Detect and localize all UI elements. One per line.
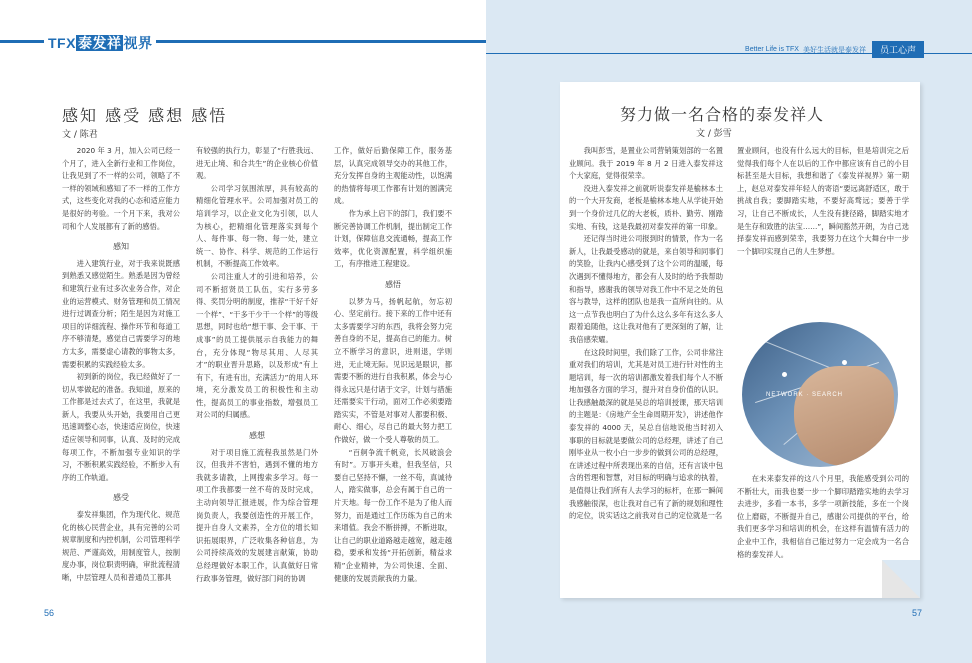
right-column-2 [737, 145, 909, 315]
page-number-left: 56 [44, 608, 55, 618]
article-photo [742, 322, 898, 467]
paragraph: 有较强的执行力，彰显了“行胜我远、进无止境、和合共生”的企业核心价值观。 [196, 146, 318, 181]
paragraph: 公司学习氛围浓厚，具有较高的精细化管理水平。公司加强对员工的培训学习，以企业文化为引领，以人为核心，把精细化管理落实到每个人、每件事、每一物、每一处，建立统一、协作、科学、规范的工作运行机制，不断提高工作效率。 [196, 183, 318, 269]
paragraph: 还记得当时进公司报到时的情景，作为一名新人，让我最受感动的就是，来自领导和同事们的笑脸，让我内心感受到了这个公司的温暖，每次遇到不懂得地方，都会有人及时的给予我帮助和指导，感谢我的领导对我工作中不足之处的包容与教导，这样的团队也是我一直所向往的。从这一点节我也明白了为什么这么多年有这么多人跟着追随他，这让我对他有了更深刻的了解，让我倍感荣耀。 [569, 234, 723, 344]
right-column-3 [737, 473, 909, 583]
paragraph: 2020 年 3 月，加入公司已经一个月了，进入全新行业和工作岗位，让我见到了不一样的公司，领略了不一样的领域和感知了不一样的工作方式，这些变化对我的心态和适应能力是很好的考验。一个月下来，我对公司和个人发展都有了新的感悟。 [62, 146, 180, 231]
right-article-title: 努力做一名合格的泰发祥人 [620, 105, 825, 124]
paragraph: 我叫彭雪，是置业公司营销策划部的一名置业顾问。我于 2019 年 8 月 2 日进入泰发祥这个大家庭，觉得很荣幸。 [569, 146, 723, 181]
paragraph: 公司注重人才的引进和培养，公司不断招贤员工队伍，实行多劳多得、奖罚分明的制度，推荐“干好千好一个样”、“干多干少干一个样”的等级思想，同时也给“想干事、会干事、干成事”的员工提供展示自我能力的舞台，充分体现“物尽其用、人尽其才”的职业晋升思路，以及形成“有上有下，有进有出，充满活力”的用人环境，充分激发员工的积极性和主动性，提高员工的事业指数，增强员工对公司的归属感。 [196, 271, 318, 420]
paragraph: “百舸争流千帆竞，长风破浪会有时”。万事开头难，但我坚信，只要自己坚持不懈，一丝不苟，真诚待人，踏实做事，总会有属于自己的一片天地。每一份工作不是为了他人而努力，而是通过工作历练为自己的未来增值。我会不断拼搏，不断进取，让自己的职业道路越走越宽，越走越稳，要承和发扬“开拓创新，精益求精”企业精神，为公司快速、全面、健康的发展贡献我的力量。 [334, 447, 452, 583]
section-heading: 感受 [113, 493, 129, 503]
network-node [842, 360, 847, 365]
logo-prefix: TFX [48, 35, 76, 51]
hand-illustration [794, 366, 894, 466]
slogan-english: Better Life is TFX [745, 46, 799, 53]
section-heading: 感想 [249, 431, 265, 441]
paragraph: 初到新的岗位，我已经做好了一切从零做起的准备。我知道，原来的工作都是过去式了，在这里，我就是新人，我要从头开始，我要用自己更迅速调整心态，快速适应岗位，快速适应领导和同事，认真、及时的完成每项工作，不断加强专业知识的学习，不断积累实践经验，不断步入有序的工作轨道。 [62, 372, 180, 482]
paragraph: 置业顾问，也没有什么远大的目标，但是培训完之后觉得我们每个人在以后的工作中都应该有自己的小目标甚至是大目标，我想和谐了《泰发祥视界》第一期上，赵总对泰发祥年轻人的寄语“要远离舒适区，敢于挑战自我；要脚踏实地，不要好高骛远；要善于学习，让自己不断成长，人生没有捷径路，脚踏实地才是生存和致胜的法宝……”，瞬间豁然开朗，为自己选择泰发祥而感到荣幸，我要努力在这个大舞台中一步一个脚印实现自己的人生梦想。 [737, 146, 909, 256]
paragraph: 在这段时间里，我们除了工作，公司非常注重对我们的培训，尤其是对员工进行针对性的主题培训，每一次的培训都激发着我们每个人不断地加强各方面的学习，提升对自身价值的认识。让我感触最深的就是吴总的培训授课，那天培训的主题是：《房地产全生命周期开发》，讲述他作泰发祥的 4000 天，吴总自信地说他当时初入事职的目标就是要做公司的总经理，讲述了自己刚毕业从一枚小白一步步的做到公司的总经理，在讲述过程中所表现出来的自信，还有言谈中包含的哲理和智慧，对目标的明确与追求的执着，是值得让我们所有人去学习的标杆，在那一瞬间我感触很深，也让我对自己有了新的规划和理性的定位，说实话这之前我对自己的定位就是一名 [569, 347, 723, 521]
paragraph: 泰发祥集团，作为现代化、规范化的核心民营企业，具有完善的公司规章制度和内控机制，公司管理科学规范、严谨高效，用制度管人，按制度办事，岗位职责明确，审批流程清晰，中层管理人员和普通员工都具 [62, 510, 180, 582]
right-column-1 [569, 145, 723, 585]
paragraph: 对于项目施工流程我虽然是门外汉，但我并不害怕，遇到不懂的地方我就多请教，上网搜索多学习。每一项工作我都要一丝不苟的及时完成，主动向领导汇报进展，作为综合管理岗负责人，我要创造性的开展工作，提升自身人文素养，全方位的增长知识拓展眼界，广泛收集各种信息，为公司持续高效的发展建言献策，协助总经理做好本职工作，认真做好日常行政事务管理，做好部门间的协调 [196, 447, 318, 583]
paragraph: 在未来泰发祥的这八个月里，我能感受到公司的不断壮大，而我也要一步一个脚印踏踏实地的去学习去进步，多看一本书，多学一项新技能，多在一个岗位上磨砺，不断提升自己，感谢公司提供的平台，给我们更多学习和培训的机会，在这样有温情有活力的企业中工作，我相信自己能过努力一定会成为一名合格的泰发祥人。 [737, 474, 909, 559]
left-article-author: 文 / 陈君 [62, 130, 98, 140]
magazine-logo [44, 33, 156, 53]
right-header [745, 41, 924, 58]
paragraph: 工作，做好后勤保障工作，服务基层，认真完成领导交办的其他工作，充分发挥自身的主观能动性，以饱满的热情将每项工作都有计划的圆满完成。 [334, 146, 452, 206]
left-column-2 [196, 145, 318, 595]
slogan-chinese: 美好生活就是泰发祥 [802, 46, 866, 54]
right-article-author: 文 / 彭雪 [696, 129, 732, 139]
left-column-3 [334, 145, 452, 595]
paragraph: 以梦为马，扬帆起航，勿忘初心、坚定前行。接下来的工作中还有太多需要学习的东西，我将会努力完善自身的不足，提高自己的能力。树立不断学习的意识，进则退，学则进，无止境无际。见识远是眼识，都需要不断的进行自我积累，体会与心得永远只是付诸于文字，计划与措施还需要实干行动，面对工作必须要踏踏实实，不管是对事对人都要积极、耐心、细心，尽自己的最大努力把工作做好，做一个受人尊敬的员工。 [334, 296, 452, 445]
logo-highlight: 泰发祥 [77, 35, 122, 51]
logo-suffix: 视界 [123, 35, 153, 51]
paragraph: 进入建筑行业，对于我来说既感到熟悉又感觉陌生。熟悉是因为曾经和建筑行业有过多次业务合作，对企业的运营模式、财务管理和员工情况进行过调查分析；陌生是因为对施工项目的详细流程、操作环节和每道工序不够清楚，感觉自己需要学习的地方太多，需要虚心请教的事物太多，需要积累的实践经验太多。 [62, 258, 180, 369]
paragraph: 作为承上启下的部门，我们要不断完善协调工作机制，提出制定工作计划，保障信息交流通畅，提高工作效率，优化资源配置，科学组织施工，有序推进工程建设。 [334, 208, 452, 269]
section-heading: 感悟 [385, 279, 401, 289]
section-heading: 感知 [113, 242, 129, 252]
left-column-1 [62, 145, 180, 595]
photo-caption: NETWORK · SEARCH [766, 392, 844, 398]
left-article-title: 感知 感受 感想 感悟 [62, 106, 228, 125]
page-number-right: 57 [911, 608, 922, 618]
network-node [782, 372, 787, 377]
section-label: 员工心声 [872, 41, 924, 58]
paragraph: 没进入泰发祥之前就听说泰发祥是榆林本土的一个大开发商，老板是榆林本地人从学徒开始到一个身价过几亿的大老板，质朴、勤劳、刚踏实地、有钱，这是我最初对泰发祥的第一印象。 [569, 183, 723, 231]
